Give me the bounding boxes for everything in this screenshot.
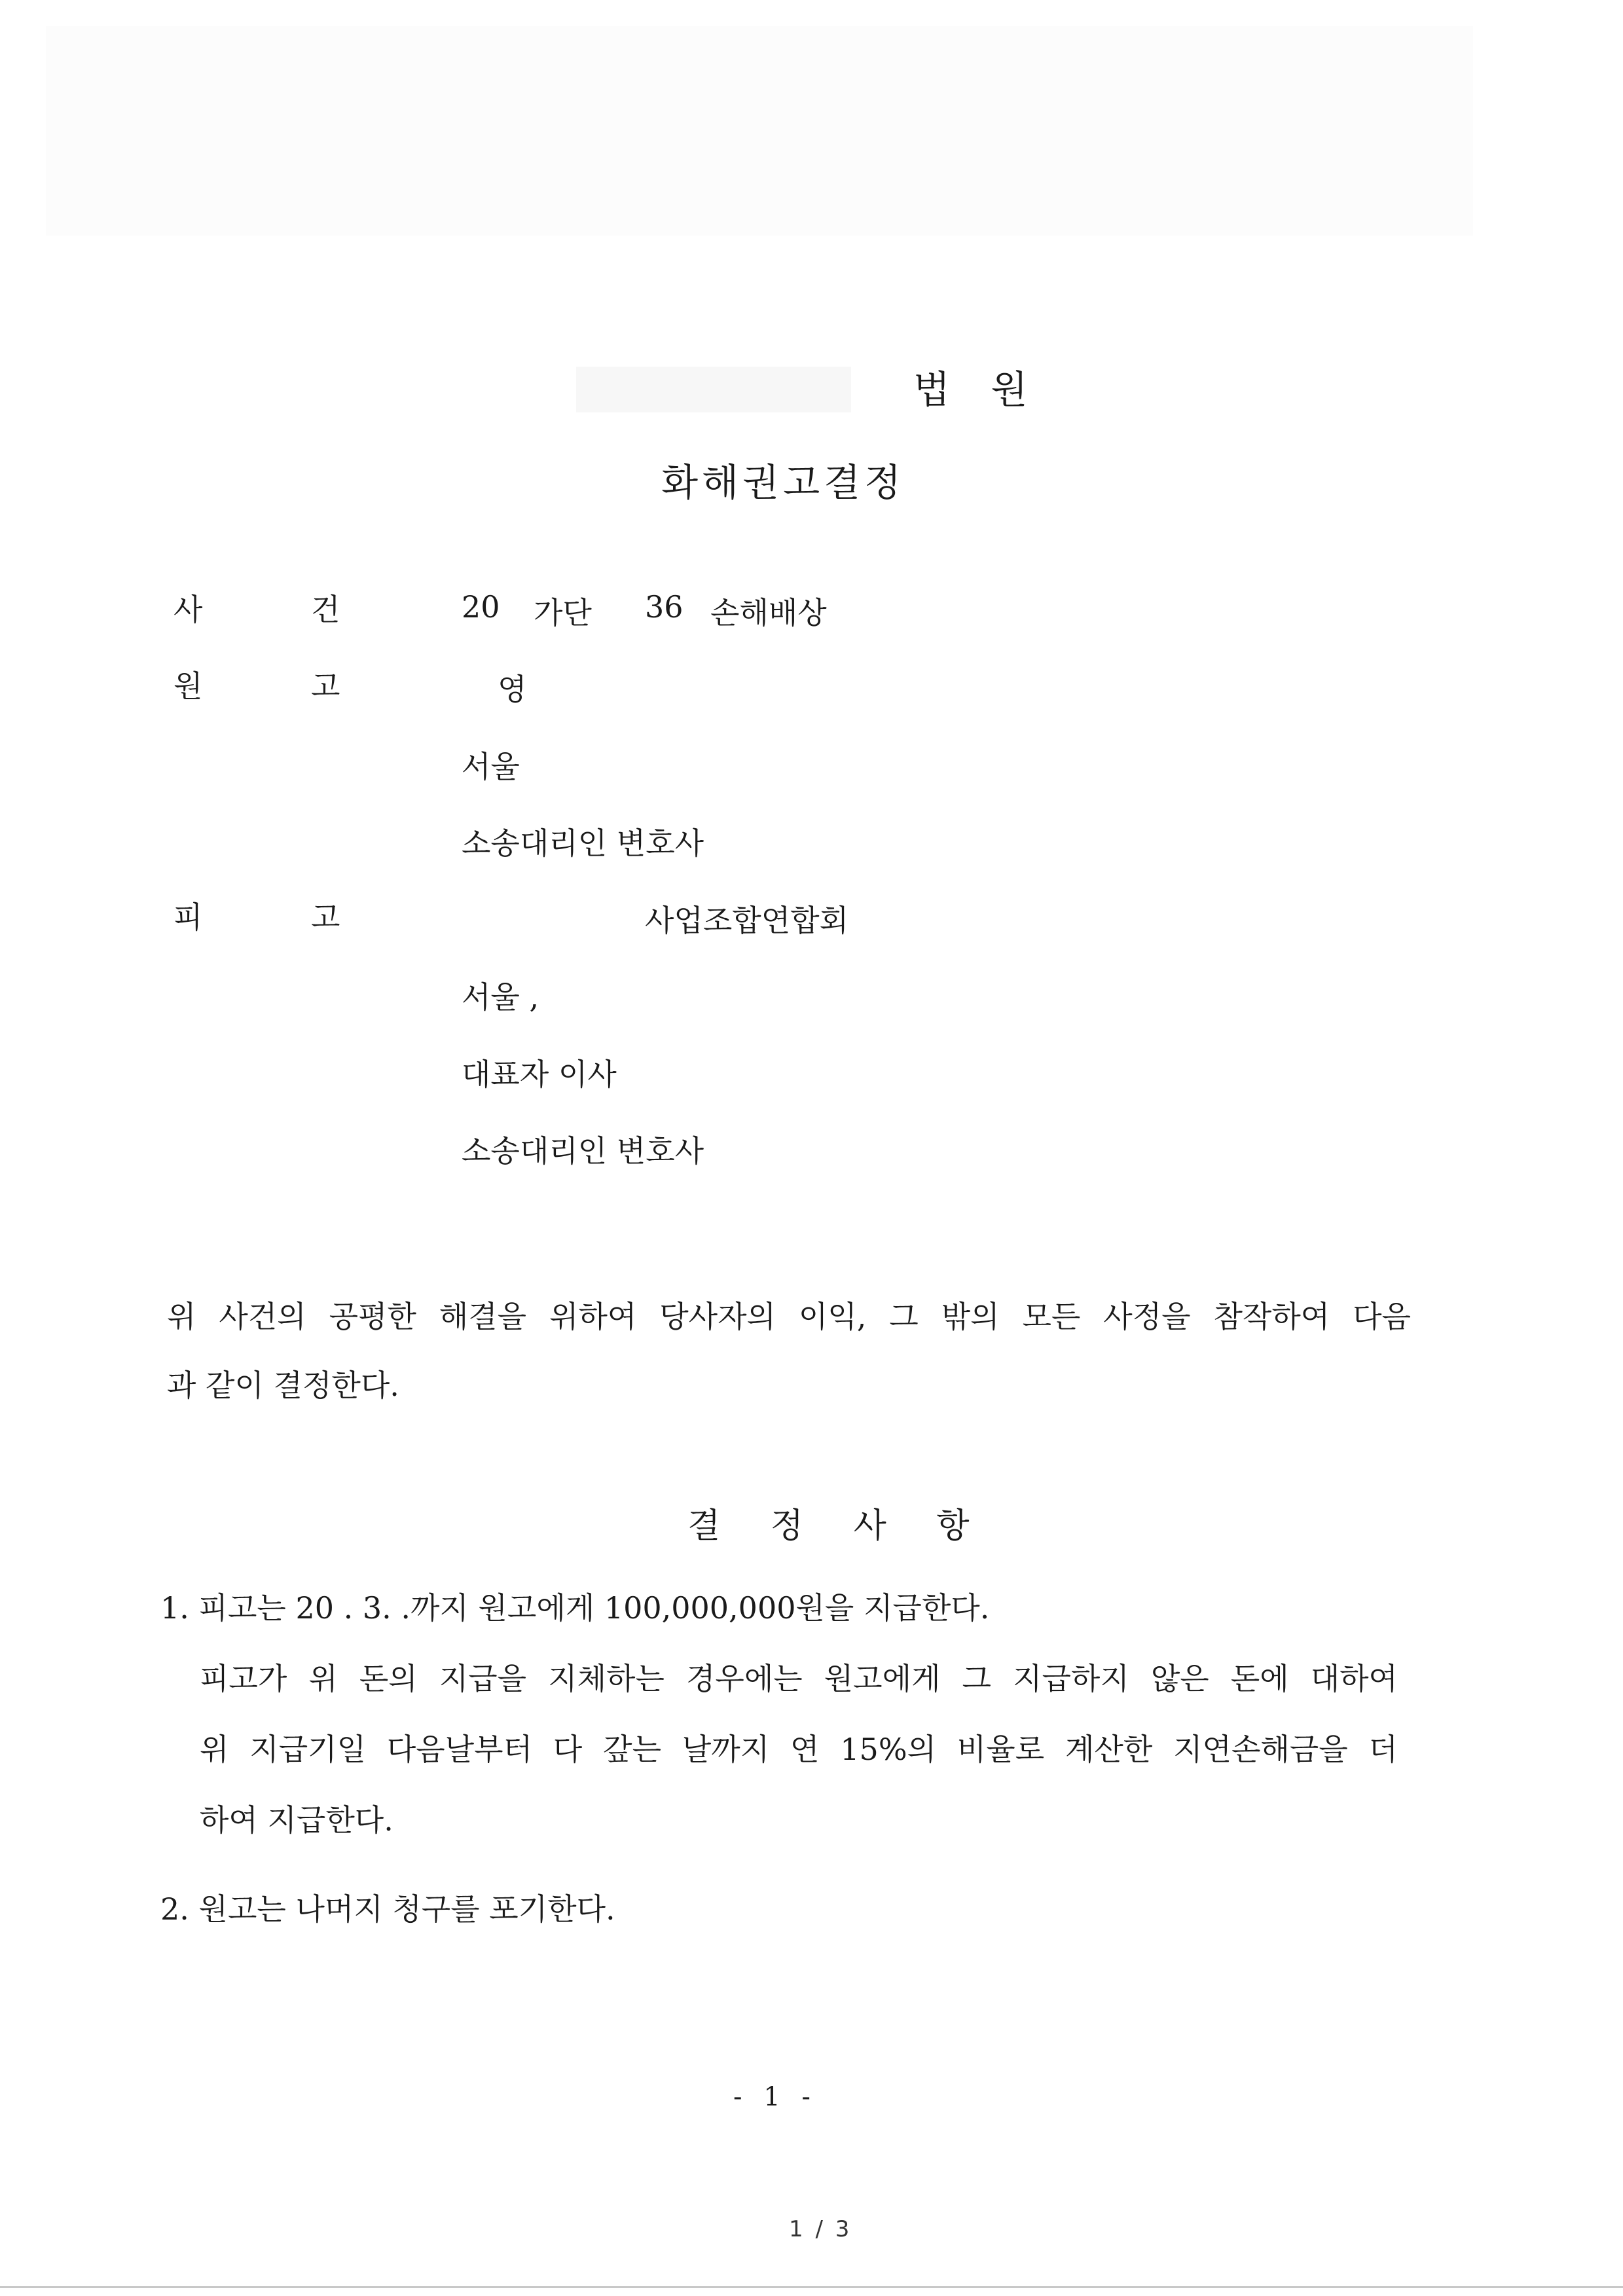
defendant-name: 사업조합연합회	[645, 903, 849, 938]
case-type: 가단	[534, 595, 592, 630]
page-counter: 1 / 3	[789, 2216, 852, 2242]
defendant-representative: 대표자 이사	[462, 1057, 617, 1092]
plaintiff-label-1: 원	[173, 668, 203, 704]
defendant-label-2: 고	[311, 900, 340, 935]
intro-line-1: 위 사건의 공평한 해결을 위하여 당사자의 이익, 그 밖의 모든 사정을 참작하여 다음	[167, 1299, 1411, 1334]
document-title: 화해권고결정	[661, 460, 905, 505]
page-number-mark: - 1 -	[733, 2082, 817, 2112]
case-label-2: 건	[311, 592, 340, 627]
decision-item-1-line-1: 피고가 위 돈의 지급을 지체하는 경우에는 원고에게 그 지급하지 않은 돈에 대하여	[200, 1661, 1398, 1696]
court-name-redaction	[576, 367, 851, 412]
plaintiff-label-2: 고	[311, 668, 340, 704]
decision-item-1: 1. 피고는 20 . 3. .까지 원고에게 100,000,000원을 지급한다.	[160, 1590, 990, 1626]
court-name: 법 원	[913, 367, 1042, 412]
decision-item-1-line-2: 위 지급기일 다음날부터 다 갚는 날까지 연 15%의 비율로 계산한 지연손해금을 더	[200, 1732, 1398, 1767]
plaintiff-counsel: 소송대리인 변호사	[462, 826, 704, 861]
header-band	[46, 26, 1473, 236]
case-number: 36	[645, 589, 684, 625]
decision-heading: 결 정 사 항	[687, 1506, 989, 1546]
case-year: 20	[462, 589, 500, 625]
decision-item-2: 2. 원고는 나머지 청구를 포기한다.	[160, 1891, 615, 1927]
decision-item-1-line-3: 하여 지급한다.	[200, 1802, 393, 1838]
defendant-label-1: 피	[173, 900, 203, 935]
scan-edge-line	[0, 2286, 1623, 2288]
defendant-address: 서울 ,	[462, 979, 539, 1015]
plaintiff-name: 영	[498, 672, 527, 707]
intro-line-2: 과 같이 결정한다.	[167, 1368, 399, 1403]
defendant-counsel: 소송대리인 변호사	[462, 1133, 704, 1169]
case-name: 손해배상	[710, 595, 827, 630]
plaintiff-address: 서울	[462, 749, 520, 784]
case-label-1: 사	[173, 592, 203, 627]
